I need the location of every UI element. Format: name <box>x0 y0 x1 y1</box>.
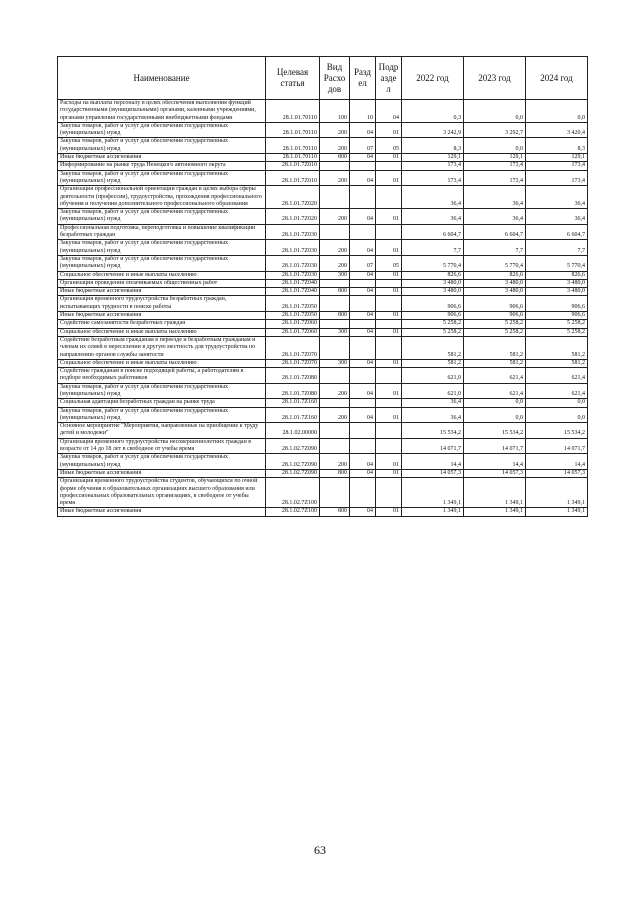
cell-2022: 14,4 <box>402 454 464 470</box>
table-row <box>58 100 588 123</box>
cell-article: 28.1.01.7Z160 <box>266 399 320 407</box>
cell-kind <box>320 336 350 359</box>
cell-subsection: 01 <box>376 312 402 320</box>
cell-section <box>350 423 376 439</box>
cell-section: 04 <box>350 508 376 516</box>
cell-kind: 800 <box>320 312 350 320</box>
cell-name: Содействие безработным гражданам в переезде и безработным гражданам и членам их семей в переселении в другую местность для трудоустройства по направлению органов службы занятости <box>58 336 266 359</box>
cell-kind: 800 <box>320 154 350 162</box>
cell-2024: 129,1 <box>526 154 588 162</box>
cell-2022: 581,2 <box>402 359 464 367</box>
cell-2023: 906,6 <box>464 296 526 312</box>
cell-section: 10 <box>350 100 376 123</box>
cell-subsection <box>376 162 402 170</box>
cell-article: 28.1.02.7Z090 <box>266 454 320 470</box>
cell-section <box>350 399 376 407</box>
cell-kind: 200 <box>320 454 350 470</box>
cell-subsection <box>376 320 402 328</box>
cell-section: 04 <box>350 454 376 470</box>
cell-2024: 581,2 <box>526 336 588 359</box>
table-row <box>58 312 588 320</box>
cell-2022: 5 258,2 <box>402 320 464 328</box>
cell-2024: 906,6 <box>526 312 588 320</box>
cell-section: 04 <box>350 328 376 336</box>
table-row <box>58 508 588 516</box>
table-row <box>58 255 588 271</box>
cell-2024: 36,4 <box>526 209 588 225</box>
cell-kind: 200 <box>320 255 350 271</box>
cell-kind <box>320 423 350 439</box>
cell-article: 28.1.01.7Z010 <box>266 170 320 186</box>
cell-name: Социальное обеспечение и иные выплаты населению <box>58 359 266 367</box>
cell-2023: 581,2 <box>464 359 526 367</box>
cell-2023: 173,4 <box>464 170 526 186</box>
cell-2023: 5 770,4 <box>464 255 526 271</box>
cell-kind: 800 <box>320 508 350 516</box>
cell-name: Иные бюджетные ассигнования <box>58 508 266 516</box>
cell-article: 28.1.01.7Z160 <box>266 407 320 423</box>
budget-table <box>57 56 588 517</box>
cell-2024: 173,4 <box>526 162 588 170</box>
cell-name: Организация проведения оплачиваемых общественных работ <box>58 279 266 287</box>
cell-subsection <box>376 423 402 439</box>
cell-2023: 129,1 <box>464 154 526 162</box>
cell-subsection: 01 <box>376 328 402 336</box>
cell-subsection: 01 <box>376 122 402 138</box>
cell-2024: 906,6 <box>526 296 588 312</box>
cell-2024: 1 349,1 <box>526 508 588 516</box>
cell-subsection <box>376 186 402 209</box>
cell-subsection <box>376 438 402 454</box>
cell-name: Закупка товаров, работ и услуг для обеспечения государственных (муниципальных) нужд <box>58 240 266 256</box>
table-row <box>58 296 588 312</box>
cell-section <box>350 279 376 287</box>
cell-2024: 1 349,1 <box>526 478 588 508</box>
cell-article: 28.1.01.7Z030 <box>266 224 320 240</box>
cell-name: Содействие самозанятости безработных граждан <box>58 320 266 328</box>
cell-subsection: 01 <box>376 209 402 225</box>
table-header-row <box>58 57 588 100</box>
cell-2023: 0,0 <box>464 100 526 123</box>
cell-2023: 14 057,3 <box>464 469 526 477</box>
cell-section: 04 <box>350 288 376 296</box>
cell-name: Закупка товаров, работ и услуг для обеспечения государственных (муниципальных) нужд <box>58 170 266 186</box>
cell-2023: 5 258,2 <box>464 328 526 336</box>
cell-2023: 15 534,2 <box>464 423 526 439</box>
cell-2024: 14 071,7 <box>526 438 588 454</box>
table-row <box>58 320 588 328</box>
cell-article: 28.1.02.00000 <box>266 423 320 439</box>
cell-2024: 173,4 <box>526 170 588 186</box>
cell-2024: 15 534,2 <box>526 423 588 439</box>
header-subsection: Подр азде л <box>376 57 402 100</box>
cell-name: Закупка товаров, работ и услуг для обеспечения государственных (муниципальных) нужд <box>58 383 266 399</box>
cell-article: 28.1.01.70110 <box>266 138 320 154</box>
cell-2022: 3 480,0 <box>402 288 464 296</box>
cell-section <box>350 368 376 384</box>
cell-article: 28.1.01.70110 <box>266 154 320 162</box>
cell-name: Иные бюджетные ассигнования <box>58 288 266 296</box>
cell-2023: 6 604,7 <box>464 224 526 240</box>
cell-2022: 1 349,1 <box>402 478 464 508</box>
cell-kind: 200 <box>320 122 350 138</box>
cell-name: Закупка товаров, работ и услуг для обеспечения государственных (муниципальных) нужд <box>58 255 266 271</box>
cell-subsection: 01 <box>376 170 402 186</box>
cell-article: 28.1.01.7Z010 <box>266 162 320 170</box>
cell-2024: 8,3 <box>526 138 588 154</box>
cell-kind: 300 <box>320 271 350 279</box>
cell-2023: 3 480,0 <box>464 279 526 287</box>
cell-2022: 0,3 <box>402 100 464 123</box>
cell-2023: 3 292,7 <box>464 122 526 138</box>
cell-name: Закупка товаров, работ и услуг для обеспечения государственных (муниципальных) нужд <box>58 138 266 154</box>
table-body <box>58 100 588 517</box>
table-row <box>58 240 588 256</box>
cell-kind <box>320 279 350 287</box>
cell-2022: 906,6 <box>402 312 464 320</box>
cell-subsection: 01 <box>376 288 402 296</box>
cell-2022: 7,7 <box>402 240 464 256</box>
cell-article: 28.1.01.7Z060 <box>266 328 320 336</box>
cell-2022: 36,4 <box>402 186 464 209</box>
cell-2022: 14 057,3 <box>402 469 464 477</box>
cell-2024: 3 480,0 <box>526 279 588 287</box>
cell-2022: 36,4 <box>402 209 464 225</box>
table-row <box>58 154 588 162</box>
cell-section <box>350 336 376 359</box>
budget-table-sheet <box>57 56 587 517</box>
cell-section: 04 <box>350 359 376 367</box>
cell-name: Иные бюджетные ассигнования <box>58 154 266 162</box>
cell-name: Информирование на рынке труда Ненецкого автономного округа <box>58 162 266 170</box>
cell-2022: 8,3 <box>402 138 464 154</box>
cell-2022: 14 071,7 <box>402 438 464 454</box>
header-2022: 2022 год <box>402 57 464 100</box>
table-row <box>58 288 588 296</box>
cell-2024: 826,6 <box>526 271 588 279</box>
table-row <box>58 438 588 454</box>
table-row <box>58 399 588 407</box>
cell-article: 28.1.02.7Z090 <box>266 438 320 454</box>
cell-kind <box>320 162 350 170</box>
table-row <box>58 336 588 359</box>
header-kind: Вид Расхо дов <box>320 57 350 100</box>
cell-article: 28.1.01.7Z080 <box>266 383 320 399</box>
cell-name: Социальная адаптация безработных граждан на рынке труда <box>58 399 266 407</box>
cell-kind: 100 <box>320 100 350 123</box>
cell-article: 28.1.01.7Z030 <box>266 271 320 279</box>
cell-2023: 3 480,0 <box>464 288 526 296</box>
cell-section: 04 <box>350 154 376 162</box>
cell-subsection: 01 <box>376 240 402 256</box>
cell-2024: 5 770,4 <box>526 255 588 271</box>
table-row <box>58 328 588 336</box>
cell-article: 28.1.02.7Z100 <box>266 508 320 516</box>
cell-kind <box>320 320 350 328</box>
cell-article: 28.1.02.7Z090 <box>266 469 320 477</box>
cell-name: Расходы на выплаты персоналу в целях обеспечения выполнения функций государственными (муниципальными) органами, казенными учреждениями, органами управления государственными внебюджетными фондами <box>58 100 266 123</box>
cell-subsection <box>376 368 402 384</box>
cell-2024: 14 057,3 <box>526 469 588 477</box>
cell-kind <box>320 399 350 407</box>
cell-section: 04 <box>350 469 376 477</box>
cell-subsection <box>376 478 402 508</box>
cell-name: Организация временного трудоустройства студентов, обучающихся по очной форме обучения в образовательных организациях высшего образования или профессиональных образовательных организациях, в свободное от учебы время <box>58 478 266 508</box>
cell-name: Иные бюджетные ассигнования <box>58 469 266 477</box>
cell-subsection <box>376 399 402 407</box>
header-2024: 2024 год <box>526 57 588 100</box>
cell-2023: 0,0 <box>464 407 526 423</box>
cell-kind: 800 <box>320 469 350 477</box>
cell-subsection: 01 <box>376 359 402 367</box>
cell-subsection: 01 <box>376 154 402 162</box>
cell-2023: 173,4 <box>464 162 526 170</box>
cell-name: Содействие гражданам в поиске подходящей работы, а работодателям в подборе необходимых работников <box>58 368 266 384</box>
cell-name: Закупка товаров, работ и услуг для обеспечения государственных (муниципальных) нужд <box>58 407 266 423</box>
cell-section: 04 <box>350 122 376 138</box>
cell-2022: 581,2 <box>402 336 464 359</box>
cell-article: 28.1.01.7Z070 <box>266 359 320 367</box>
cell-2024: 621,4 <box>526 383 588 399</box>
cell-section: 04 <box>350 209 376 225</box>
header-section: Разд ел <box>350 57 376 100</box>
cell-article: 28.1.01.7Z040 <box>266 288 320 296</box>
cell-article: 28.1.02.7Z100 <box>266 478 320 508</box>
cell-2022: 173,4 <box>402 170 464 186</box>
cell-section: 04 <box>350 170 376 186</box>
cell-2023: 826,6 <box>464 271 526 279</box>
cell-name: Социальное обеспечение и иные выплаты населению <box>58 328 266 336</box>
cell-kind: 800 <box>320 288 350 296</box>
cell-2023: 0,0 <box>464 138 526 154</box>
cell-name: Социальное обеспечение и иные выплаты населению <box>58 271 266 279</box>
cell-2022: 3 480,0 <box>402 279 464 287</box>
cell-kind <box>320 224 350 240</box>
cell-article: 28.1.01.7Z020 <box>266 209 320 225</box>
table-row <box>58 368 588 384</box>
table-row <box>58 454 588 470</box>
cell-kind: 200 <box>320 138 350 154</box>
cell-section <box>350 320 376 328</box>
header-name: Наименование <box>58 57 266 100</box>
cell-kind <box>320 438 350 454</box>
cell-article: 28.1.01.70110 <box>266 122 320 138</box>
cell-kind: 200 <box>320 209 350 225</box>
cell-2024: 7,7 <box>526 240 588 256</box>
header-2023: 2023 год <box>464 57 526 100</box>
cell-2024: 6 604,7 <box>526 224 588 240</box>
cell-section <box>350 296 376 312</box>
cell-kind: 200 <box>320 383 350 399</box>
cell-name: Организация профессиональной ориентации граждан в целях выбора сферы деятельности (профессии), трудоустройства, прохождения профессионального обучения и получения дополнительного профессионального образования <box>58 186 266 209</box>
cell-2024: 621,4 <box>526 368 588 384</box>
cell-subsection <box>376 296 402 312</box>
cell-2022: 826,6 <box>402 271 464 279</box>
cell-name: Закупка товаров, работ и услуг для обеспечения государственных (муниципальных) нужд <box>58 454 266 470</box>
cell-2024: 581,2 <box>526 359 588 367</box>
cell-2022: 621,0 <box>402 368 464 384</box>
cell-article: 28.1.01.7Z030 <box>266 255 320 271</box>
cell-2024: 0,0 <box>526 399 588 407</box>
cell-section <box>350 162 376 170</box>
cell-subsection: 01 <box>376 469 402 477</box>
cell-2022: 5 258,2 <box>402 328 464 336</box>
cell-section <box>350 438 376 454</box>
cell-2024: 3 420,4 <box>526 122 588 138</box>
table-row <box>58 122 588 138</box>
cell-section: 04 <box>350 407 376 423</box>
cell-kind: 300 <box>320 359 350 367</box>
cell-subsection: 01 <box>376 383 402 399</box>
cell-subsection <box>376 224 402 240</box>
cell-2022: 621,0 <box>402 383 464 399</box>
cell-2022: 36,4 <box>402 407 464 423</box>
cell-2023: 5 258,2 <box>464 320 526 328</box>
cell-2024: 0,0 <box>526 100 588 123</box>
cell-subsection: 05 <box>376 138 402 154</box>
cell-section <box>350 224 376 240</box>
cell-subsection: 01 <box>376 407 402 423</box>
cell-2022: 1 349,1 <box>402 508 464 516</box>
table-row <box>58 162 588 170</box>
table-row <box>58 478 588 508</box>
cell-article: 28.1.01.70110 <box>266 100 320 123</box>
cell-subsection: 01 <box>376 454 402 470</box>
cell-subsection <box>376 336 402 359</box>
cell-article: 28.1.01.7Z050 <box>266 296 320 312</box>
cell-2023: 621,4 <box>464 383 526 399</box>
table-row <box>58 170 588 186</box>
cell-subsection: 04 <box>376 100 402 123</box>
cell-kind <box>320 296 350 312</box>
cell-2023: 36,4 <box>464 209 526 225</box>
cell-2023: 36,4 <box>464 186 526 209</box>
cell-subsection: 05 <box>376 255 402 271</box>
cell-kind: 300 <box>320 328 350 336</box>
cell-section: 04 <box>350 240 376 256</box>
cell-name: Основное мероприятие "Мероприятия, направленные на приобщение к труду детей и молодежи" <box>58 423 266 439</box>
table-row <box>58 138 588 154</box>
cell-section: 07 <box>350 255 376 271</box>
cell-article: 28.1.01.7Z050 <box>266 312 320 320</box>
cell-kind <box>320 478 350 508</box>
table-row <box>58 423 588 439</box>
cell-article: 28.1.01.7Z040 <box>266 279 320 287</box>
cell-2024: 5 258,2 <box>526 320 588 328</box>
cell-kind <box>320 368 350 384</box>
cell-2023: 0,0 <box>464 399 526 407</box>
page-number: 63 <box>314 843 326 857</box>
cell-2023: 14,4 <box>464 454 526 470</box>
cell-name: Иные бюджетные ассигнования <box>58 312 266 320</box>
cell-2023: 14 071,7 <box>464 438 526 454</box>
cell-section: 07 <box>350 138 376 154</box>
cell-kind: 200 <box>320 407 350 423</box>
cell-2024: 3 480,0 <box>526 288 588 296</box>
cell-name: Профессиональная подготовка, переподготовка и повышение квалификации безработных граждан <box>58 224 266 240</box>
header-article: Целевая статья <box>266 57 320 100</box>
cell-kind: 200 <box>320 170 350 186</box>
cell-article: 28.1.01.7Z020 <box>266 186 320 209</box>
cell-section <box>350 186 376 209</box>
table-row <box>58 279 588 287</box>
cell-2023: 906,6 <box>464 312 526 320</box>
table-row <box>58 186 588 209</box>
table-row <box>58 359 588 367</box>
cell-kind <box>320 186 350 209</box>
cell-2023: 621,4 <box>464 368 526 384</box>
cell-2022: 173,4 <box>402 162 464 170</box>
cell-2022: 5 770,4 <box>402 255 464 271</box>
cell-section: 04 <box>350 271 376 279</box>
cell-kind: 200 <box>320 240 350 256</box>
cell-2024: 0,0 <box>526 407 588 423</box>
cell-2022: 129,1 <box>402 154 464 162</box>
table-row <box>58 271 588 279</box>
cell-2022: 15 534,2 <box>402 423 464 439</box>
cell-2022: 6 604,7 <box>402 224 464 240</box>
cell-subsection: 01 <box>376 508 402 516</box>
cell-name: Закупка товаров, работ и услуг для обеспечения государственных (муниципальных) нужд <box>58 209 266 225</box>
cell-subsection <box>376 279 402 287</box>
table-row <box>58 407 588 423</box>
cell-2022: 36,4 <box>402 399 464 407</box>
cell-name: Закупка товаров, работ и услуг для обеспечения государственных (муниципальных) нужд <box>58 122 266 138</box>
cell-2023: 7,7 <box>464 240 526 256</box>
cell-section <box>350 478 376 508</box>
table-row <box>58 469 588 477</box>
cell-name: Организация временного трудоустройства безработных граждан, испытывающих трудности в поиске работы <box>58 296 266 312</box>
table-row <box>58 224 588 240</box>
table-row <box>58 209 588 225</box>
cell-2024: 36,4 <box>526 186 588 209</box>
cell-article: 28.1.01.7Z060 <box>266 320 320 328</box>
table-row <box>58 383 588 399</box>
cell-subsection: 01 <box>376 271 402 279</box>
cell-2023: 581,2 <box>464 336 526 359</box>
cell-article: 28.1.01.7Z070 <box>266 336 320 359</box>
cell-name: Организация временного трудоустройства несовершеннолетних граждан в возрасте от 14 до 18 лет в свободное от учебы время <box>58 438 266 454</box>
cell-2022: 906,6 <box>402 296 464 312</box>
cell-2023: 1 349,1 <box>464 478 526 508</box>
cell-2024: 5 258,2 <box>526 328 588 336</box>
cell-2024: 14,4 <box>526 454 588 470</box>
cell-2023: 1 349,1 <box>464 508 526 516</box>
cell-article: 28.1.01.7Z030 <box>266 240 320 256</box>
cell-section: 04 <box>350 312 376 320</box>
cell-2022: 3 242,9 <box>402 122 464 138</box>
cell-article: 28.1.01.7Z080 <box>266 368 320 384</box>
cell-section: 04 <box>350 383 376 399</box>
